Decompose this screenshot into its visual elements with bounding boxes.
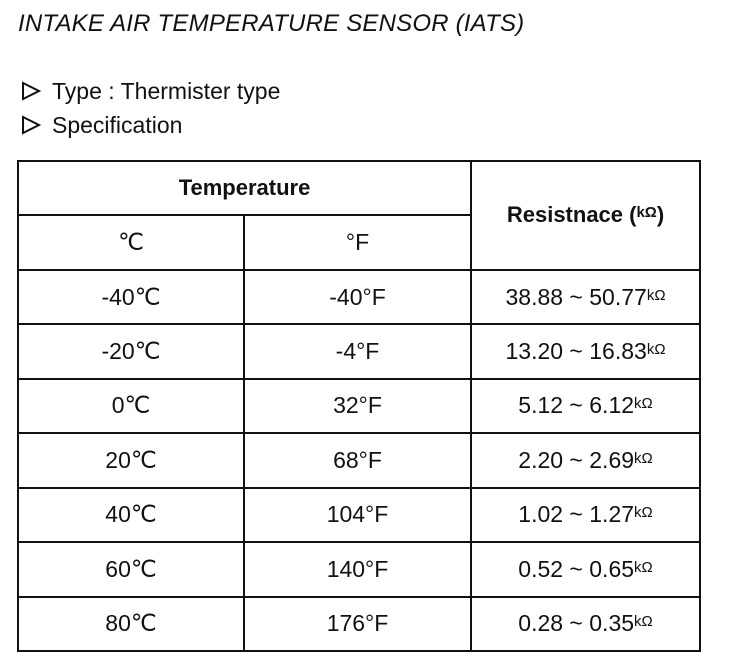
celsius-cell: 60℃ — [18, 542, 244, 596]
resistance-value: 5.12 ~ 6.12 — [518, 392, 635, 419]
resistance-value: 13.20 ~ 16.83 — [505, 338, 647, 365]
celsius-cell: -40℃ — [18, 270, 244, 324]
resistance-unit: kΩ — [634, 558, 653, 576]
resistance-value: 2.20 ~ 2.69 — [518, 446, 635, 473]
celsius-cell: 40℃ — [18, 488, 244, 542]
spec-table — [17, 160, 701, 652]
table-row — [18, 379, 700, 433]
resistance-unit: kΩ — [646, 341, 666, 359]
resistance-header-close: ) — [656, 202, 665, 228]
table-header-row — [18, 161, 700, 215]
celsius-cell: -20℃ — [18, 324, 244, 378]
resistance-cell — [471, 542, 700, 596]
bullet-type-text: Type : Thermister type — [52, 77, 281, 104]
resistance-value: 38.88 ~ 50.77 — [505, 283, 647, 310]
fahrenheit-cell: -4°F — [244, 324, 471, 378]
celsius-cell: 20℃ — [18, 433, 244, 487]
page-title: INTAKE AIR TEMPERATURE SENSOR (IATS) — [18, 10, 525, 37]
bullet-specification-text: Specification — [52, 111, 183, 138]
bullet-list — [20, 74, 280, 142]
resistance-cell — [471, 270, 700, 324]
fahrenheit-cell: 32°F — [244, 379, 471, 433]
resistance-unit: kΩ — [634, 613, 653, 631]
resistance-value: 0.28 ~ 0.35 — [518, 610, 635, 637]
resistance-cell — [471, 379, 700, 433]
triangle-right-outline-icon — [20, 81, 46, 101]
fahrenheit-header: °F — [244, 215, 471, 269]
table-row — [18, 488, 700, 542]
resistance-cell — [471, 324, 700, 378]
resistance-value: 0.52 ~ 0.65 — [518, 555, 635, 582]
fahrenheit-cell: 68°F — [244, 433, 471, 487]
celsius-cell: 80℃ — [18, 597, 244, 652]
table-row — [18, 542, 700, 596]
resistance-value: 1.02 ~ 1.27 — [518, 501, 635, 528]
table-row — [18, 433, 700, 487]
fahrenheit-cell: 176°F — [244, 597, 471, 652]
bullet-type — [20, 74, 280, 108]
resistance-unit: kΩ — [634, 449, 653, 467]
table-row — [18, 324, 700, 378]
fahrenheit-cell: -40°F — [244, 270, 471, 324]
table-row — [18, 597, 700, 652]
temperature-header: Temperature — [18, 161, 471, 215]
resistance-cell — [471, 433, 700, 487]
table-row — [18, 270, 700, 324]
celsius-header: ℃ — [18, 215, 244, 269]
resistance-header-unit: kΩ — [636, 204, 657, 222]
resistance-unit: kΩ — [646, 286, 666, 304]
fahrenheit-cell: 140°F — [244, 542, 471, 596]
resistance-unit: kΩ — [634, 395, 653, 413]
fahrenheit-cell: 104°F — [244, 488, 471, 542]
resistance-header — [471, 161, 700, 270]
resistance-unit: kΩ — [634, 504, 653, 522]
resistance-cell — [471, 597, 700, 652]
bullet-specification — [20, 108, 280, 142]
resistance-header-label: Resistnace ( — [506, 202, 637, 228]
celsius-cell: 0℃ — [18, 379, 244, 433]
triangle-right-outline-icon — [20, 115, 46, 135]
resistance-cell — [471, 488, 700, 542]
